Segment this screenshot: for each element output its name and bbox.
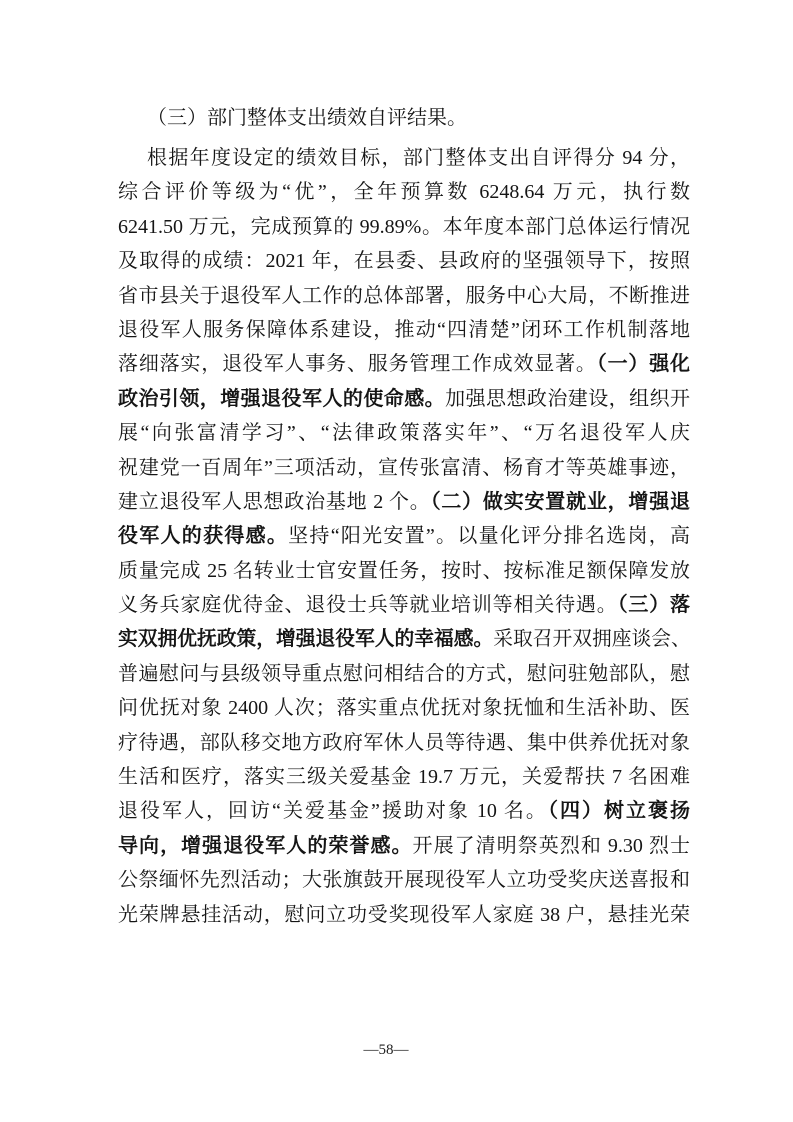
body-line-5 xyxy=(118,313,690,347)
emphasis-text: （二）做实安置就业，增强退 xyxy=(430,490,691,513)
line-text: 光荣牌悬挂活动，慰问立功受奖现役军人家庭 38 户，悬挂光荣 xyxy=(118,903,690,926)
line-text: 落细落实，退役军人事务、服务管理工作成效显著。 xyxy=(118,353,597,376)
body-line-14 xyxy=(118,622,690,656)
body-line-11 xyxy=(118,519,690,553)
body-line-16 xyxy=(118,691,690,725)
emphasis-text: 政治引领，增强退役军人的使命感。 xyxy=(118,387,446,410)
body-line-7 xyxy=(118,382,690,416)
line-text: 退役军人，回访“关爱基金”援助对象 10 名。 xyxy=(118,800,548,823)
line-text: 根据年度设定的绩效目标，部门整体支出自评得分 94 分， xyxy=(147,146,690,169)
body-line-10 xyxy=(118,485,690,519)
body-line-9 xyxy=(118,451,690,485)
line-text: 疗待遇，部队移交地方政府军休人员等待遇、集中供养优抚对象 xyxy=(118,731,690,754)
body-line-20 xyxy=(118,829,690,863)
body-line-12 xyxy=(118,554,690,588)
line-text: 省市县关于退役军人工作的总体部署，服务中心大局，不断推进 xyxy=(118,284,690,307)
body-line-19 xyxy=(118,794,690,828)
section-heading: （三）部门整体支出绩效自评结果。 xyxy=(147,107,467,129)
emphasis-text: （三）落 xyxy=(617,594,691,617)
emphasis-text: （一）强化 xyxy=(596,353,691,376)
line-text: 展“向张富清学习”、“法律政策落实年”、“万名退役军人庆 xyxy=(118,422,690,445)
line-text: 开展了清明祭英烈和 9.30 烈士 xyxy=(412,834,691,857)
emphasis-text: 役军人的获得感。 xyxy=(118,525,289,548)
body-line-1 xyxy=(118,175,690,209)
line-text: 祝建党一百周年”三项活动，宣传张富清、杨育才等英雄事迹， xyxy=(118,456,690,479)
page-number: —58— xyxy=(363,1042,409,1058)
body-line-3 xyxy=(118,244,690,278)
body-line-0 xyxy=(118,141,690,175)
body-line-15 xyxy=(118,657,690,691)
body-line-17 xyxy=(118,726,690,760)
body-line-18 xyxy=(118,760,690,794)
emphasis-text: 导向，增强退役军人的荣誉感。 xyxy=(118,834,413,857)
document-body xyxy=(118,101,690,932)
line-text: 生活和医疗，落实三级关爱基金 19.7 万元，关爱帮扶 7 名困难 xyxy=(118,766,690,789)
line-text: 普遍慰问与县级领导重点慰问相结合的方式，慰问驻勉部队，慰 xyxy=(118,662,690,685)
line-text: 问优抚对象 2400 人次；落实重点优抚对象抚恤和生活补助、医 xyxy=(118,697,690,720)
line-text: 采取召开双拥座谈会、 xyxy=(493,628,691,651)
line-text: 综合评价等级为“优”，全年预算数 6248.64 万元，执行数 xyxy=(118,181,690,204)
line-text: 加强思想政治建设，组织开 xyxy=(445,387,691,410)
line-text: 质量完成 25 名转业士官安置任务，按时、按标准足额保障发放 xyxy=(118,559,690,582)
line-text: 6241.50 万元，完成预算的 99.89%。本年度本部门总体运行情况 xyxy=(118,215,690,238)
body-line-8 xyxy=(118,416,690,450)
body-line-22 xyxy=(118,898,690,932)
emphasis-text: （四）树立褒扬 xyxy=(547,800,690,823)
emphasis-text: 实双拥优抚政策，增强退役军人的幸福感。 xyxy=(118,628,494,651)
line-text: 公祭缅怀先烈活动；大张旗鼓开展现役军人立功受奖庆送喜报和 xyxy=(118,869,690,892)
body-line-4 xyxy=(118,279,690,313)
line-text: 坚持“阳光安置”。以量化评分排名选岗，高 xyxy=(288,525,691,548)
body-line-6 xyxy=(118,347,690,381)
line-text: 及取得的成绩：2021 年，在县委、县政府的坚强领导下，按照 xyxy=(118,250,690,273)
body-line-21 xyxy=(118,863,690,897)
body-line-2 xyxy=(118,210,690,244)
line-text: 义务兵家庭优待金、退役士兵等就业培训等相关待遇。 xyxy=(118,594,618,617)
body-line-13 xyxy=(118,588,690,622)
line-text: 退役军人服务保障体系建设，推动“四清楚”闭环工作机制落地 xyxy=(118,318,690,341)
line-text: 建立退役军人思想政治基地 2 个。 xyxy=(118,490,431,513)
